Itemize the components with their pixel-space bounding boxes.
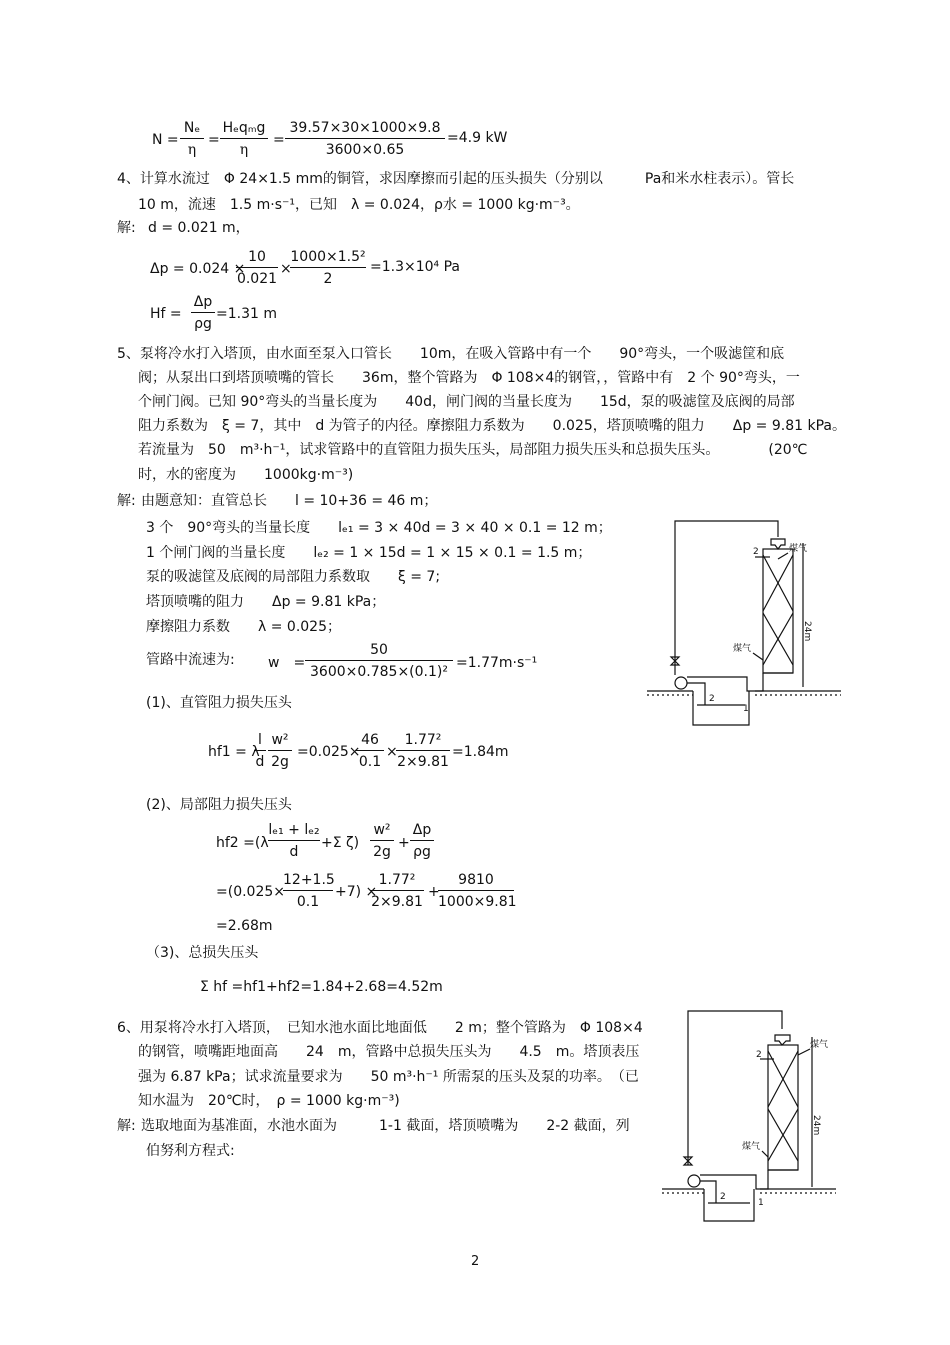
q5-hf1-frac-d: 1.77² 2×9.81 <box>397 732 449 770</box>
q5-step1-label: (1)、直管阻力损失压头 <box>146 695 292 711</box>
q5-hf1-lhs: hf1 = λ <box>208 744 260 760</box>
q5-hf1-frac-c: 46 0.1 <box>356 733 384 769</box>
q5-total: Σ hf =hf1+hf2=1.84+2.68=4.52m <box>200 979 443 995</box>
top-formula-frac3: 39.57×30×1000×9.8 3600×0.65 <box>285 121 445 157</box>
gas-label-bottom-2: 煤气 <box>742 1142 761 1152</box>
top-formula-lhs: N = <box>152 132 179 148</box>
q5-hf2-line2-lhs: =(0.025× <box>216 884 286 900</box>
q5-hf2-sum: +Σ ζ) <box>321 835 360 851</box>
q6-line-3: 强为 6.87 kPa；试求流量要求为 50 m³·h⁻¹ 所需泵的压头及泵的功率。 （已 <box>138 1069 639 1085</box>
q5-sol-line-2: 3 个 90°弯头的当量长度 lₑ₁ = 3 × 40d = 3 × 40 × 0.1 = 12 m； <box>146 520 612 536</box>
times-sign: × <box>280 261 292 277</box>
q6-line-4: 知水温为 20℃时， ρ = 1000 kg·m⁻³) <box>138 1093 400 1109</box>
q5-hf1-mid: =0.025× <box>297 744 361 760</box>
q5-hf2-line2-mid: +7) × <box>335 884 378 900</box>
q5-line-6: 时，水的密度为 1000kg·m⁻³) <box>138 467 354 483</box>
q5-velocity-label: 管路中流速为: <box>146 652 235 668</box>
q5-hf2-line2-plus: + <box>428 884 440 900</box>
q5-line-3: 个闸门阀。已知 90°弯头的当量长度为 40d，闸门阀的当量长度为 15d，泵的吸滤筐及底阀的局部 <box>138 394 795 410</box>
q5-line-5: 若流量为 50 m³·h⁻¹，试求管路中的直管阻力损失压头，局部阻力损失压头和总损失压头。 (20℃ <box>138 442 808 458</box>
q4-line1: 4、计算水流过 Φ 24×1.5 mm的铜管，求因摩擦而引起的压头损失（分别以 Pa和米水柱表示）。管长 <box>117 171 795 187</box>
top-formula-frac2: Hₑqₘg η <box>220 121 268 157</box>
q5-hf2-frac-d: 12+1.5 0.1 <box>283 872 335 910</box>
q4-hf-frac: Δp ρg <box>191 295 215 331</box>
q6-solution-label: 解: <box>117 1118 136 1134</box>
tower-diagram-1 <box>645 515 845 740</box>
top-formula-result: =4.9 kW <box>447 130 508 146</box>
eq-sign: = <box>208 132 220 148</box>
q4-dp-frac2: 1000×1.5² 2 <box>290 249 366 287</box>
q5-hf1-times: × <box>386 744 398 760</box>
q4-hf-lhs: Hf = <box>150 306 182 322</box>
q4-dp-result: =1.3×10⁴ Pa <box>370 259 460 275</box>
gas-label-bottom: 煤气 <box>733 644 752 654</box>
top-formula-frac1: Nₑ η <box>180 121 204 157</box>
q5-sol-line-3: 1 个闸门阀的当量长度 lₑ₂ = 1 × 15d = 1 × 15 × 0.1 = 1.5 m； <box>146 545 592 561</box>
q5-hf2-frac-e: 1.77² 2×9.81 <box>371 872 423 910</box>
tower-diagram-2 <box>660 1005 840 1230</box>
q5-sol-line-6: 摩擦阻力系数 λ = 0.025； <box>146 619 341 635</box>
q5-hf2-plus: + <box>398 835 410 851</box>
gas-label-top: 煤气 <box>789 544 808 554</box>
section-1-label: 1 <box>743 704 749 714</box>
q5-line-2: 阀；从泵出口到塔顶喷嘴的管长 36m，整个管路为 Φ 108×4的钢管，，管路中有 2 个 90°弯头，一 <box>138 370 800 386</box>
section-2-label-lower: 2 <box>709 694 715 704</box>
q6-line-2: 的钢管，喷嘴距地面高 24 m，管路中总损失压头为 4.5 m。塔顶表压 <box>138 1044 640 1060</box>
q5-hf1-frac-b: w² 2g <box>268 733 292 769</box>
q5-hf1-result: =1.84m <box>452 744 509 760</box>
q5-solution-label: 解: <box>117 493 136 509</box>
height-label-2: 24m <box>811 1115 821 1136</box>
q5-hf2-result: =2.68m <box>216 918 273 934</box>
q5-w-result: =1.77m·s⁻¹ <box>456 655 538 671</box>
q4-d-value: d = 0.021 m， <box>148 220 250 236</box>
q6-sol-line-1: 选取地面为基准面，水池水面为 1-1 截面，塔顶喷嘴为 2-2 截面，列 <box>141 1118 630 1134</box>
q5-sol-line-1: 由题意知：直管总长 l = 10+36 = 46 m； <box>141 493 438 509</box>
q6-sol-line-2: 伯努利方程式: <box>146 1143 235 1159</box>
q5-w-lhs: w = <box>268 655 306 671</box>
q5-hf2-frac-f: 9810 1000×9.81 <box>438 872 517 910</box>
q4-line2: 10 m，流速 1.5 m·s⁻¹，已知 λ = 0.024，ρ水 = 1000 kg·m⁻³。 <box>138 197 580 213</box>
q5-hf1-frac-a: l d <box>255 732 265 770</box>
q5-step2-label: (2)、局部阻力损失压头 <box>146 797 292 813</box>
q5-step3-label: （3)、总损失压头 <box>146 945 259 961</box>
q4-dp-lhs: Δp = 0.024 × <box>150 261 246 277</box>
gas-label-top-2: 煤气 <box>810 1040 829 1050</box>
section-1-label-2: 1 <box>758 1198 764 1208</box>
q5-line-1: 5、泵将冷水打入塔顶，由水面至泵入口管长 10m，在吸入管路中有一个 90°弯头，一个吸滤筐和底 <box>117 346 785 362</box>
q4-solution-label: 解: <box>117 220 136 236</box>
q5-hf2-lhs: hf2 =(λ <box>216 835 269 851</box>
height-label: 24m <box>802 621 812 642</box>
q5-line-4: 阻力系数为 ξ = 7，其中 d 为管子的内径。摩擦阻力系数为 0.025，塔顶喷嘴的阻力 Δp = 9.81 kPa。 <box>138 418 846 434</box>
q4-dp-frac1: 10 0.021 <box>236 249 278 287</box>
section-2-label-lower-2: 2 <box>720 1192 726 1202</box>
q5-sol-line-5: 塔顶喷嘴的阻力 Δp = 9.81 kPa； <box>146 594 386 610</box>
section-2-label: 2 <box>753 547 759 557</box>
section-2-label-2: 2 <box>756 1050 762 1060</box>
q5-hf2-frac-b: w² 2g <box>370 823 394 859</box>
eq-sign: = <box>273 132 285 148</box>
page-number: 2 <box>471 1254 480 1269</box>
q6-line-1: 6、用泵将冷水打入塔顶， 已知水池水面比地面低 2 m；整个管路为 Φ 108×4 <box>117 1020 643 1036</box>
q4-hf-result: =1.31 m <box>216 306 277 322</box>
q5-w-frac: 50 3600×0.785×(0.1)² <box>305 643 453 679</box>
q5-hf2-frac-a: lₑ₁ + lₑ₂ d <box>268 822 320 860</box>
q5-sol-line-4: 泵的吸滤筐及底阀的局部阻力系数取 ξ = 7; <box>146 569 441 585</box>
q5-hf2-frac-c: Δp ρg <box>410 823 434 859</box>
